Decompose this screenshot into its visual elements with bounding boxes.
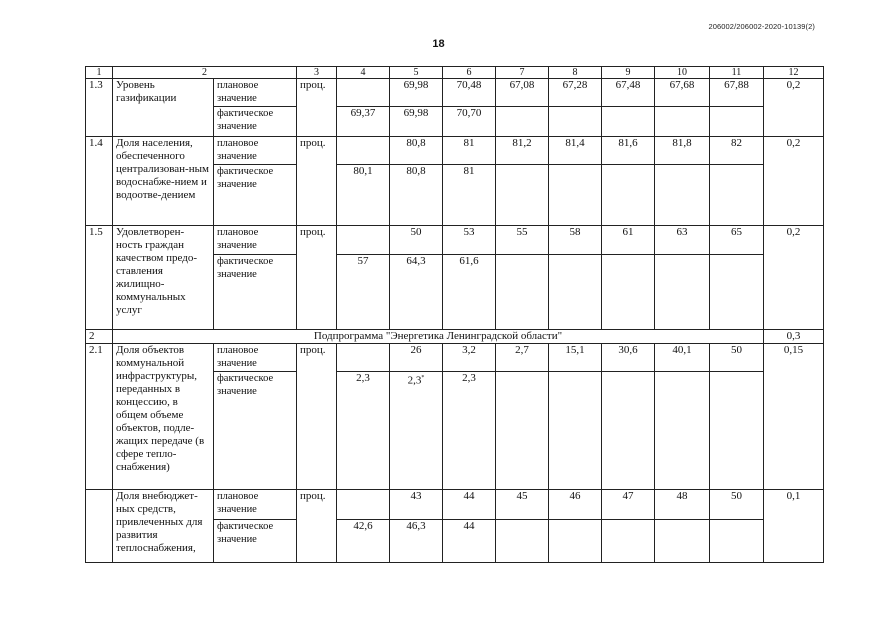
plan-value: 80,8 bbox=[390, 137, 443, 165]
fact-value: 69,98 bbox=[390, 107, 443, 137]
fact-label: фактическое значение bbox=[214, 107, 297, 137]
plan-value: 61 bbox=[602, 226, 655, 255]
plan-value: 67,28 bbox=[549, 79, 602, 107]
row-number: 1.4 bbox=[86, 137, 113, 226]
plan-value: 15,1 bbox=[549, 344, 602, 372]
plan-value: 81,4 bbox=[549, 137, 602, 165]
fact-label: фактическое значение bbox=[214, 255, 297, 330]
indicator-name: Уровень газификации bbox=[113, 79, 214, 137]
fact-value bbox=[655, 165, 710, 226]
plan-value bbox=[337, 137, 390, 165]
plan-value: 44 bbox=[443, 490, 496, 520]
header-cell: 9 bbox=[602, 67, 655, 79]
weight: 0,1 bbox=[764, 490, 824, 563]
fact-value: 44 bbox=[443, 520, 496, 563]
fact-value: 81 bbox=[443, 165, 496, 226]
plan-value: 26 bbox=[390, 344, 443, 372]
plan-value: 43 bbox=[390, 490, 443, 520]
indicator-name: Удовлетворен-ность граждан качеством предо-ставления жилищно-коммунальных услуг bbox=[113, 226, 214, 330]
fact-label: фактическое значение bbox=[214, 372, 297, 490]
fact-value: 42,6 bbox=[337, 520, 390, 563]
plan-value: 67,88 bbox=[710, 79, 764, 107]
row-number: 2.1 bbox=[86, 344, 113, 490]
plan-value: 46 bbox=[549, 490, 602, 520]
fact-value bbox=[549, 372, 602, 490]
indicator-table bbox=[85, 66, 824, 563]
fact-value bbox=[710, 255, 764, 330]
row-number: 1.5 bbox=[86, 226, 113, 330]
fact-value bbox=[602, 107, 655, 137]
plan-value: 69,98 bbox=[390, 79, 443, 107]
plan-value: 53 bbox=[443, 226, 496, 255]
fact-value bbox=[602, 520, 655, 563]
subprogram-row bbox=[86, 330, 824, 344]
plan-value: 81,2 bbox=[496, 137, 549, 165]
plan-value: 45 bbox=[496, 490, 549, 520]
fact-value: 69,37 bbox=[337, 107, 390, 137]
plan-value: 81,8 bbox=[655, 137, 710, 165]
fact-value bbox=[496, 255, 549, 330]
indicator-name: Доля внебюджет-ных средств, привлеченных для развития теплоснабжения, bbox=[113, 490, 214, 563]
fact-value: 57 bbox=[337, 255, 390, 330]
fact-value bbox=[655, 107, 710, 137]
plan-label: плановое значение bbox=[214, 79, 297, 107]
fact-value bbox=[602, 255, 655, 330]
fact-value: 64,3 bbox=[390, 255, 443, 330]
plan-value: 50 bbox=[710, 490, 764, 520]
fact-value: 80,1 bbox=[337, 165, 390, 226]
fact-value bbox=[602, 372, 655, 490]
fact-value bbox=[549, 107, 602, 137]
header-cell: 6 bbox=[443, 67, 496, 79]
table-row bbox=[86, 137, 824, 165]
plan-value: 50 bbox=[710, 344, 764, 372]
fact-value bbox=[496, 372, 549, 490]
table-row bbox=[86, 490, 824, 520]
table-row bbox=[86, 79, 824, 107]
indicator-name: Доля объектов коммунальной инфраструктуры, переданных в концессию, в общем объеме объектов, подле-жащих передаче (в сфере тепло-снабжения) bbox=[113, 344, 214, 490]
fact-label: фактическое значение bbox=[214, 520, 297, 563]
plan-value: 63 bbox=[655, 226, 710, 255]
plan-label: плановое значение bbox=[214, 137, 297, 165]
weight: 0,2 bbox=[764, 226, 824, 330]
row-number: 1.3 bbox=[86, 79, 113, 137]
plan-value: 70,48 bbox=[443, 79, 496, 107]
fact-value bbox=[549, 165, 602, 226]
plan-value: 67,08 bbox=[496, 79, 549, 107]
footnote-mark: * bbox=[421, 375, 425, 381]
header-cell: 4 bbox=[337, 67, 390, 79]
fact-value: 61,6 bbox=[443, 255, 496, 330]
indicator-name: Доля населения, обеспеченного централизован-ным водоснабже-нием и водоотве-дением bbox=[113, 137, 214, 226]
fact-value: 2,3 bbox=[337, 372, 390, 490]
plan-label: плановое значение bbox=[214, 344, 297, 372]
header-cell: 10 bbox=[655, 67, 710, 79]
fact-label: фактическое значение bbox=[214, 165, 297, 226]
weight: 0,2 bbox=[764, 79, 824, 137]
plan-value: 67,48 bbox=[602, 79, 655, 107]
weight: 0,3 bbox=[764, 330, 824, 344]
plan-label: плановое значение bbox=[214, 490, 297, 520]
unit: проц. bbox=[297, 226, 337, 330]
fact-value: 2,3 bbox=[443, 372, 496, 490]
fact-value bbox=[496, 165, 549, 226]
document-id: 206002/206002-2020-10139(2) bbox=[708, 22, 815, 31]
plan-value: 55 bbox=[496, 226, 549, 255]
plan-value: 81 bbox=[443, 137, 496, 165]
unit: проц. bbox=[297, 490, 337, 563]
header-cell: 5 bbox=[390, 67, 443, 79]
weight: 0,15 bbox=[764, 344, 824, 490]
fact-value bbox=[710, 372, 764, 490]
plan-value: 58 bbox=[549, 226, 602, 255]
fact-value: 70,70 bbox=[443, 107, 496, 137]
header-cell: 7 bbox=[496, 67, 549, 79]
fact-value bbox=[655, 372, 710, 490]
plan-value: 81,6 bbox=[602, 137, 655, 165]
fact-value bbox=[655, 255, 710, 330]
fact-value: 80,8 bbox=[390, 165, 443, 226]
row-number bbox=[86, 490, 113, 563]
plan-value: 67,68 bbox=[655, 79, 710, 107]
fact-value bbox=[549, 255, 602, 330]
plan-value: 47 bbox=[602, 490, 655, 520]
header-cell: 3 bbox=[297, 67, 337, 79]
fact-value bbox=[496, 520, 549, 563]
plan-value: 40,1 bbox=[655, 344, 710, 372]
plan-value bbox=[337, 344, 390, 372]
plan-value bbox=[337, 226, 390, 255]
plan-value: 3,2 bbox=[443, 344, 496, 372]
header-cell: 1 bbox=[86, 67, 113, 79]
fact-value bbox=[602, 165, 655, 226]
plan-label: плановое значение bbox=[214, 226, 297, 255]
subprogram-title: Подпрограмма "Энергетика Ленинградской области" bbox=[113, 330, 764, 344]
plan-value bbox=[337, 79, 390, 107]
unit: проц. bbox=[297, 137, 337, 226]
unit: проц. bbox=[297, 79, 337, 137]
plan-value: 48 bbox=[655, 490, 710, 520]
unit: проц. bbox=[297, 344, 337, 490]
fact-value-marked bbox=[390, 372, 443, 490]
fact-value bbox=[710, 165, 764, 226]
header-cell: 8 bbox=[549, 67, 602, 79]
fact-value: 2,3 bbox=[407, 374, 422, 387]
weight: 0,2 bbox=[764, 137, 824, 226]
plan-value: 30,6 bbox=[602, 344, 655, 372]
header-cell: 12 bbox=[764, 67, 824, 79]
plan-value: 50 bbox=[390, 226, 443, 255]
page-number: 18 bbox=[432, 38, 445, 50]
fact-value bbox=[496, 107, 549, 137]
fact-value bbox=[710, 107, 764, 137]
plan-value: 65 bbox=[710, 226, 764, 255]
fact-value bbox=[710, 520, 764, 563]
table-row bbox=[86, 226, 824, 255]
header-cell: 11 bbox=[710, 67, 764, 79]
header-row bbox=[86, 67, 824, 79]
plan-value bbox=[337, 490, 390, 520]
fact-value bbox=[655, 520, 710, 563]
table-row bbox=[86, 344, 824, 372]
plan-value: 82 bbox=[710, 137, 764, 165]
header-cell: 2 bbox=[113, 67, 297, 79]
fact-value: 46,3 bbox=[390, 520, 443, 563]
plan-value: 2,7 bbox=[496, 344, 549, 372]
row-number: 2 bbox=[86, 330, 113, 344]
fact-value bbox=[549, 520, 602, 563]
